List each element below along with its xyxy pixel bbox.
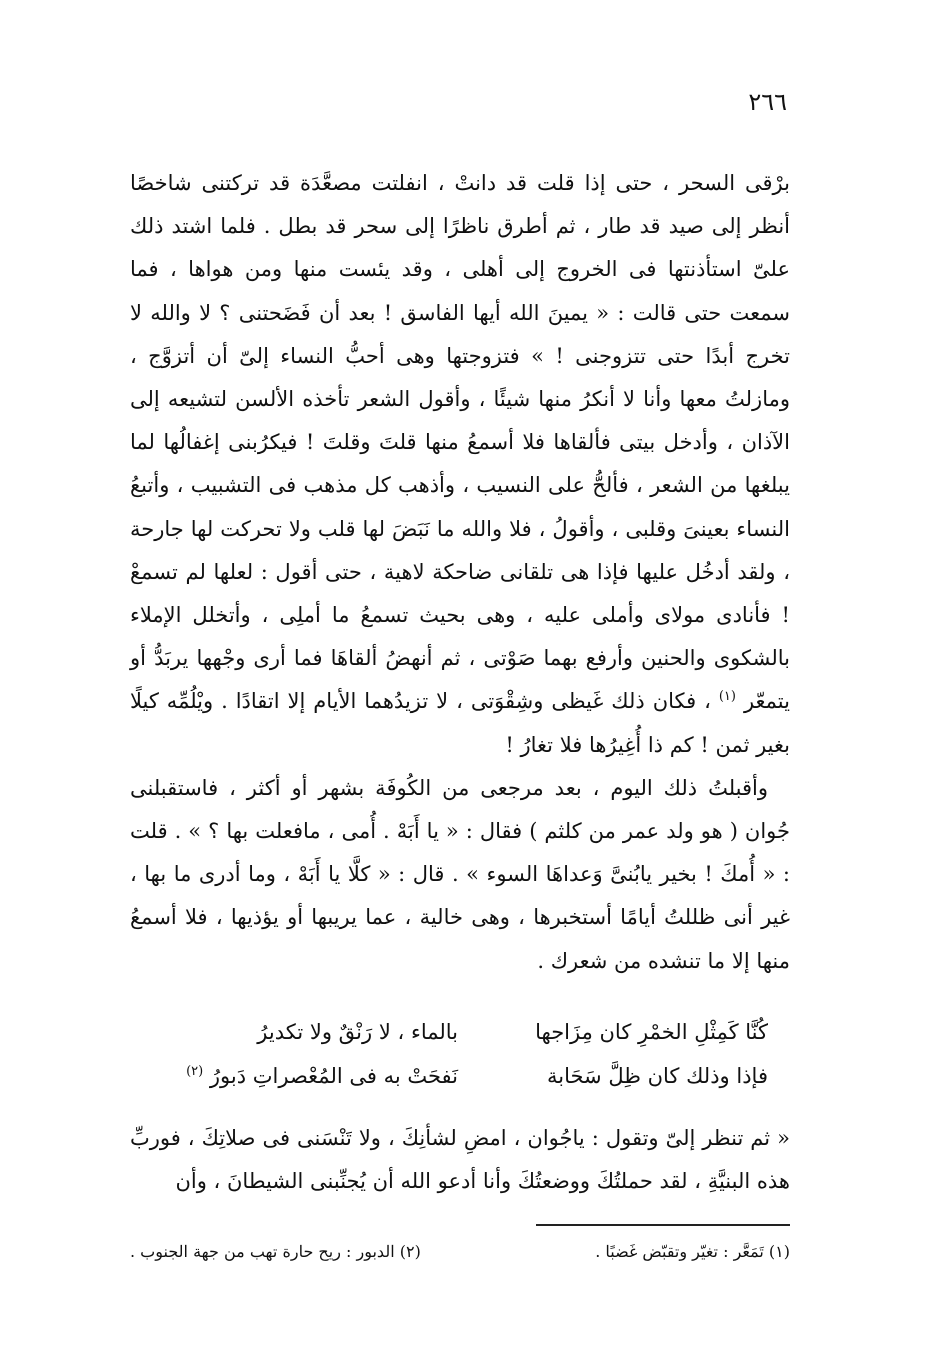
paragraph-1-continuation: ، فكان ذلك غَيظى وشِقْوَتى ، لا تزيدُهما الأيام إلا اتقادًا . ويْلُمِّه كيلًا بغير ثمن ! كم ذا أُغِيرُها فلا تغارُ ! [130,689,790,757]
verse-2-second-text: نَفحَتْ به فى المُعْصراتِ دَبورُ [209,1064,458,1088]
footnote-ref-2: (٢) [186,1064,204,1079]
paragraph-2: وأقبلتُ ذلك اليوم ، بعد مرجعى من الكُوفَة بشهر أو أكثر ، فاستقبلنى جُوان ( هو ولد عمر من كلثم ) فقال : « يا أَبَهْ . أُمى ، مافعلت بها ؟ » . قلت : « أُمكَ ! بخير يابُنىَّ وَعداهَا السوء » . قال : « كلَّا يا أَبَهْ ، وما أدرى ما بها ، غير أنى ظللتُ أيامًا أستخبرها ، وهى خالية ، عما يريبها أو يؤذيها ، فلا أسمعُ منها إلا ما تنشده من شعرك . [130,775,790,973]
paragraph-1-text: برْقى السحر ، حتى إذا قلت قد دانتْ ، انفلتت مصعَّدَة قد تركتنى شاخصًا أنظر إلى صيد قد طار ، ثم أطرق ناظرًا إلى سحر قد بطل . فلما اشتد ذلك علىّ استأذنتها فى الخروج إلى أهلى ، وقد يئست منها ومن هواها ، فما سمعت حتى قالت : « يمينَ الله أيها الفاسق ! بعد أن فَضَحتنى ؟ لا والله لا تخرج أبدًا حتى تتزوجنى ! » فتزوجتها وهى أحبُّ النساء إلىّ أن أتزوَّج ، ومازلتُ معها وأنا لا أنكرُ منها شيئًا ، وأقول الشعر تأخذه الألسن لتشيعه إلى الآذان ، وأدخل بيتى فألقاها فلا أسمعُ منها قلتَ وقلتَ ! فيكرُبنى إغفالُها لما يبلغها من الشعر ، فألحُّ على النسيب ، وأذهب كل مذهب فى التشبيب ، وأتبعُ النساء بعينىَ وقلبى ، وأقولُ ، فلا والله ما نَبَضَ لها قلب ولا تحركت لها جارحة ، ولقد أدخُل عليها فإذا هى تلقانى ضاحكة لاهية ، حتى أقول : لعلها لم تسمعْ ! فأنادى مولاى وأملى عليه ، وهى بحيث تسمعُ ما أملِى ، وأتخلل الإملاء بالشكوى والحنين وأرفع بهما صَوْتى ، ثم أنهضُ ألقاهَا فما أرى وجْهها يربَدُّ أو يتمعّر [130,171,790,714]
verse-1-first-hemistich: كُنَّا كَمِثْلِ الخمْرِ كان مِزَاجها [535,1020,768,1044]
footnote-2: (٢) الدبور : ريح حارة تهب من جهة الجنوب . [130,1242,421,1261]
page-number: ٢٦٦ [748,88,787,116]
verse-2-first-hemistich: فإذا وذلك كان ظِلَّ سَحَابة [546,1064,768,1088]
footnote-divider [536,1224,790,1226]
verse-2-second-hemistich [138,1054,458,1098]
verse-2 [130,1054,790,1098]
main-text [130,162,790,983]
poem [130,1010,790,1098]
verse-1-second-hemistich: بالماء ، لا رَنْقٌ ولا تكديرُ [257,1020,458,1044]
footnote-1: (١) تَمَعَّر : تغيّر وتقبّض غَضبًا . [595,1242,790,1261]
verse-1 [130,1010,790,1054]
paragraph-1 [130,162,790,767]
paragraph-3: « ثم تنظر إلىّ وتقول : ياجُوان ، امضِ لشأنِكَ ، ولا تَنْسَنى فى صلاتِكَ ، فوربِّ هذه البنيَّةِ ، لقد حملتُكَ ووضعتُكَ وأنا أدعو الله أن يُجنِّبنى الشيطانَ ، وأن [130,1126,790,1194]
footnote-ref-1: (١) [718,689,736,705]
footnotes [130,1240,790,1264]
